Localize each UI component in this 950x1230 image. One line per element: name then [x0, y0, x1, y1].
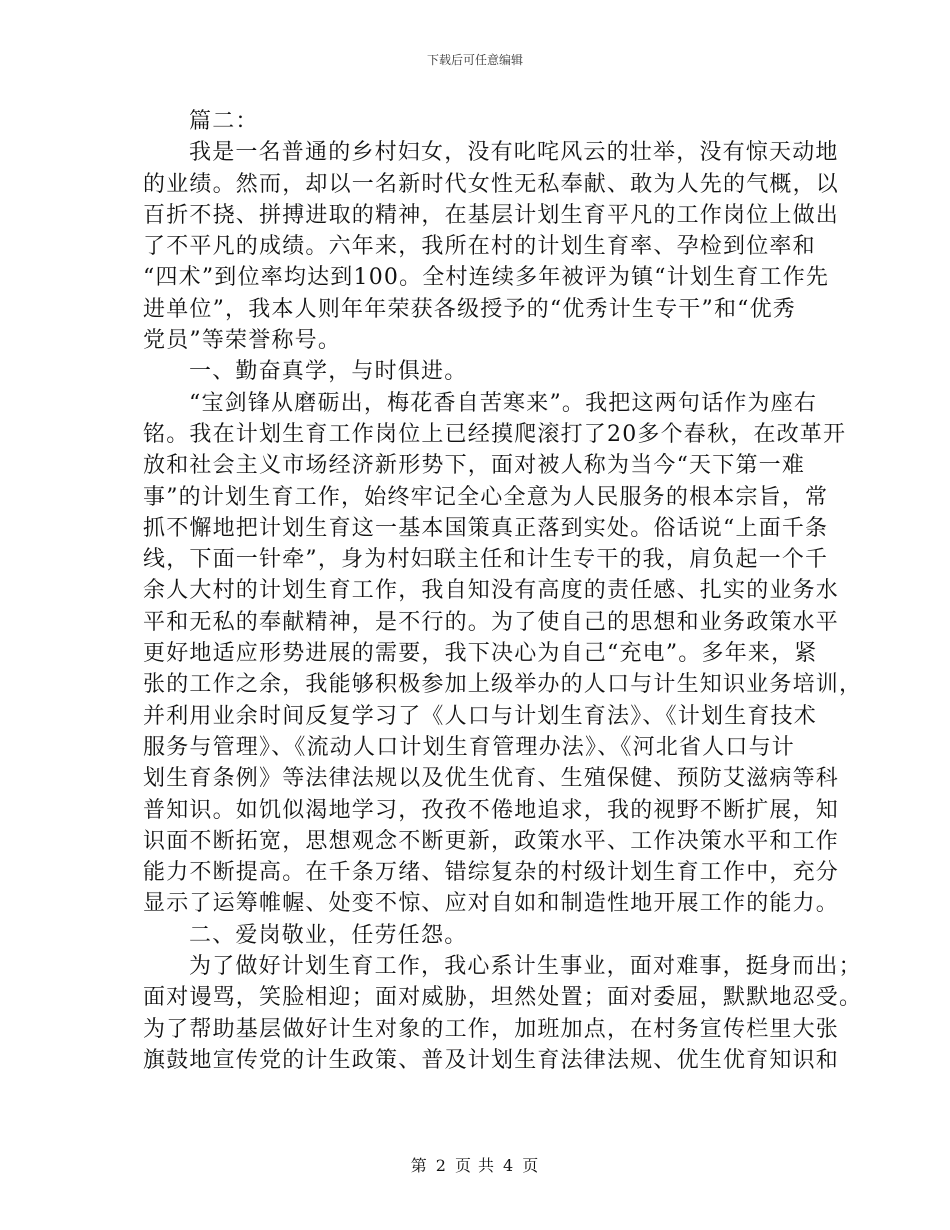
text-line: “宝剑锋从磨砺出，梅花香自苦寒来”。我把这两句话作为座右: [189, 390, 818, 416]
text-line: 一、勤奋真学，与时俱进。: [189, 359, 468, 385]
total-pages: 4: [503, 1156, 515, 1175]
text-line: 铭。我在计划生育工作岗位上已经摸爬滚打了20多个春秋，在改革开: [143, 421, 847, 447]
text-line: 张的工作之余，我能够积极参加上级举办的人口与计生知识业务培训，: [143, 672, 863, 698]
text-line: 能力不断提高。在千条万绪、错综复杂的村级计划生育工作中，充分: [143, 860, 840, 886]
text-line: 服务与管理》、《流动人口计划生育管理办法》、《河北省人口与计: [143, 734, 796, 760]
text-line: 平和无私的奉献精神，是不行的。为了使自己的思想和业务政策水平: [143, 609, 840, 635]
page-label-suffix: 页: [522, 1156, 540, 1175]
text-line: 识面不断拓宽，思想观念不断更新，政策水平、工作决策水平和工作: [143, 828, 840, 854]
text-line: 线，下面一针牵”，身为村妇联主任和计生专干的我，肩负起一个千: [143, 547, 829, 573]
text-line: 余人大村的计划生育工作，我自知没有高度的责任感、扎实的业务水: [143, 578, 840, 604]
text-line: 百折不挠、拼搏进取的精神，在基层计划生育平凡的工作岗位上做出: [143, 202, 840, 228]
page-label-prefix: 第: [410, 1156, 428, 1175]
text-line: 篇二：: [189, 109, 259, 134]
text-line: 显示了运筹帷幄、处变不惊、应对自如和制造性地开展工作的能力。: [143, 891, 840, 917]
text-line: 并利用业余时间反复学习了《人口与计划生育法》、《计划生育技术: [143, 703, 818, 729]
text-line: 放和社会主义市场经济新形势下，面对被人称为当今“天下第一难: [143, 453, 806, 479]
page-footer: [0, 1155, 950, 1177]
text-line: 二、爱岗敬业，任劳任怨。: [189, 922, 468, 948]
text-line: 普知识。如饥似渴地学习，孜孜不倦地追求，我的视野不断扩展，知: [143, 797, 840, 823]
document-body: [143, 106, 863, 1076]
text-line: 为了做好计划生育工作，我心系计生事业，面对难事，挺身而出；: [189, 954, 862, 980]
text-line: “四术”到位率均达到100。全村连续多年被评为镇“计划生育工作先: [143, 265, 830, 291]
text-line: 的业绩。然而，却以一名新时代女性无私奉献、敢为人先的气概，以: [143, 171, 840, 197]
text-line: 更好地适应形势进展的需要，我下决心为自己“充电”。多年来，紧: [143, 641, 818, 667]
text-line: 进单位”，我本人则年年荣获各级授予的“优秀计生专干”和“优秀: [143, 296, 796, 322]
page-number: 2: [435, 1156, 447, 1175]
text-line: 旗鼓地宣传党的计生政策、普及计划生育法律法规、优生优育知识和: [143, 1047, 840, 1073]
page-header: 下载后可任意编辑: [426, 53, 523, 67]
text-line: 了不平凡的成绩。六年来，我所在村的计划生育率、孕检到位率和: [143, 234, 816, 260]
text-line: 面对谩骂，笑脸相迎；面对威胁，坦然处置；面对委屈，默默地忍受。: [143, 985, 863, 1011]
text-line: 事”的计划生育工作，始终牢记全心全意为人民服务的根本宗旨，常: [143, 484, 829, 510]
text-line: 划生育条例》等法律法规以及优生优育、生殖保健、预防艾滋病等科: [143, 766, 840, 792]
page-label-middle: 页 共: [454, 1156, 496, 1175]
text-line: 为了帮助基层做好计生对象的工作，加班加点，在村务宣传栏里大张: [143, 1016, 840, 1042]
text-line: 党员”等荣誉称号。: [143, 328, 342, 354]
text-line: 我是一名普通的乡村妇女，没有叱咤风云的壮举，没有惊天动地: [189, 140, 839, 166]
text-line: 抓不懈地把计划生育这一基本国策真正落到实处。俗话说“上面千条: [143, 515, 829, 541]
